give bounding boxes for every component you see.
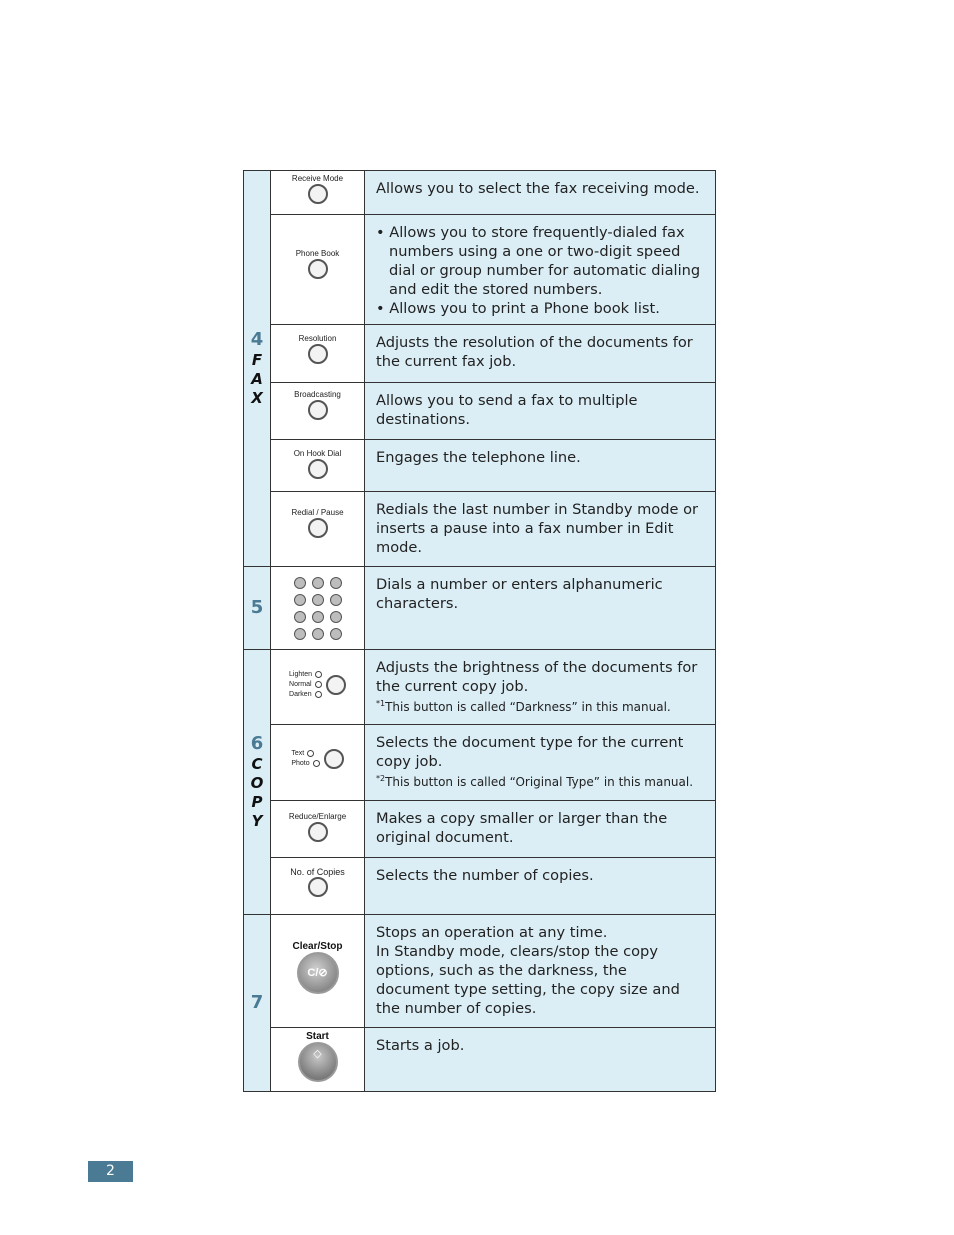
description-text: In Standby mode, clears/stop the copy options, such as the darkness, the document type setting, the copy size and the number of copies. [376,943,680,1017]
keypad-icon [294,577,342,640]
reduce-enlarge-button-image [271,801,365,858]
control-panel-table [243,170,716,1092]
on-hook-dial-button-image [271,440,365,492]
section-letter: O [250,774,264,792]
section-letter: F [251,351,263,369]
description-text: Selects the document type for the current copy job. [376,734,684,770]
section-letter: C [251,755,263,773]
led-label: Text [291,750,305,757]
description-text: Redials the last number in Standby mode or inserts a pause into a fax number in Edit mode. [376,501,699,556]
footnote-text: This button is called “Darkness” in this manual. [385,700,671,714]
row-description [365,440,716,492]
button-label: Resolution [298,334,337,343]
description-text: Dials a number or enters alphanumeric characters. [376,576,663,612]
row-description [365,1028,716,1092]
section-letter: Y [251,812,263,830]
row-description [365,215,716,325]
original-type-button-image [271,725,365,801]
section-stop [244,915,271,1092]
led-label: Normal [289,681,312,688]
button-label: No. of Copies [290,867,345,877]
description-text: Makes a copy smaller or larger than the original document. [376,810,668,846]
button-label: Receive Mode [291,174,344,183]
button-label: Clear/Stop [292,941,343,952]
description-text: Allows you to select the fax receiving mode. [376,180,700,197]
led-icon [315,681,322,688]
description-text: Adjusts the brightness of the documents for the current copy job. [376,659,698,695]
round-button-icon [324,749,344,769]
phone-book-button-image [271,215,365,325]
button-label: Start [306,1031,329,1042]
row-description [365,383,716,440]
row-description [365,650,716,725]
row-description [365,801,716,858]
section-letter: P [251,793,263,811]
button-label: Broadcasting [294,390,341,399]
led-icon [313,760,320,767]
button-label: Redial / Pause [291,508,344,517]
section-fax [244,171,271,567]
footnote-mark: *2 [376,774,386,783]
redial-pause-button-image [271,492,365,567]
round-button-icon [308,877,328,897]
copies-button-image [271,858,365,915]
section-number: 6 [250,733,264,754]
number-keypad-image [271,567,365,650]
led-label: Darken [289,691,312,698]
footnote [376,771,705,790]
bullet-list [376,223,705,318]
footnote [376,696,705,715]
section-copy [244,650,271,915]
description-text: Selects the number of copies. [376,867,594,884]
description-text: Adjusts the resolution of the documents for the current fax job. [376,334,693,370]
round-button-icon [308,184,328,204]
section-keypad [244,567,271,650]
darkness-button-image [271,650,365,725]
round-button-icon [326,675,346,695]
led-icon [315,691,322,698]
footnote-text: This button is called “Original Type” in this manual. [385,775,694,789]
section-number: 4 [250,329,264,350]
footnote-mark: *1 [376,699,386,708]
round-button-icon [308,344,328,364]
start-button-image [271,1028,365,1092]
section-number: 7 [250,992,264,1013]
receive-mode-button-image [271,171,365,215]
description-text: Allows you to send a fax to multiple destinations. [376,392,638,428]
button-label: On Hook Dial [293,449,342,458]
button-label: Reduce/Enlarge [288,812,347,821]
clear-stop-button-image [271,915,365,1028]
broadcasting-button-image [271,383,365,440]
stop-icon: C/⊘ [297,952,339,994]
button-label: Phone Book [295,249,340,258]
row-description [365,915,716,1028]
led-label: Lighten [289,671,312,678]
round-button-icon [308,518,328,538]
start-icon: ◇ [298,1042,338,1082]
description-text: Starts a job. [376,1037,465,1054]
page-number: 2 [88,1161,133,1182]
led-icon [315,671,322,678]
resolution-button-image [271,325,365,383]
round-button-icon [308,822,328,842]
list-item: • Allows you to print a Phone book list. [376,299,705,318]
row-description [365,858,716,915]
row-description [365,171,716,215]
row-description [365,725,716,801]
led-icon [307,750,314,757]
list-item: • Allows you to store frequently-dialed fax numbers using a one or two-digit speed dial or group number for automatic dialing and edit the stored numbers. [376,223,705,299]
round-button-icon [308,259,328,279]
section-letter: A [251,370,263,388]
row-description [365,492,716,567]
row-description [365,325,716,383]
description-text: Stops an operation at any time. [376,924,608,941]
led-label: Photo [291,760,310,767]
round-button-icon [308,459,328,479]
description-text: Engages the telephone line. [376,449,581,466]
section-letter: X [251,389,263,407]
section-number: 5 [250,597,264,618]
round-button-icon [308,400,328,420]
row-description [365,567,716,650]
